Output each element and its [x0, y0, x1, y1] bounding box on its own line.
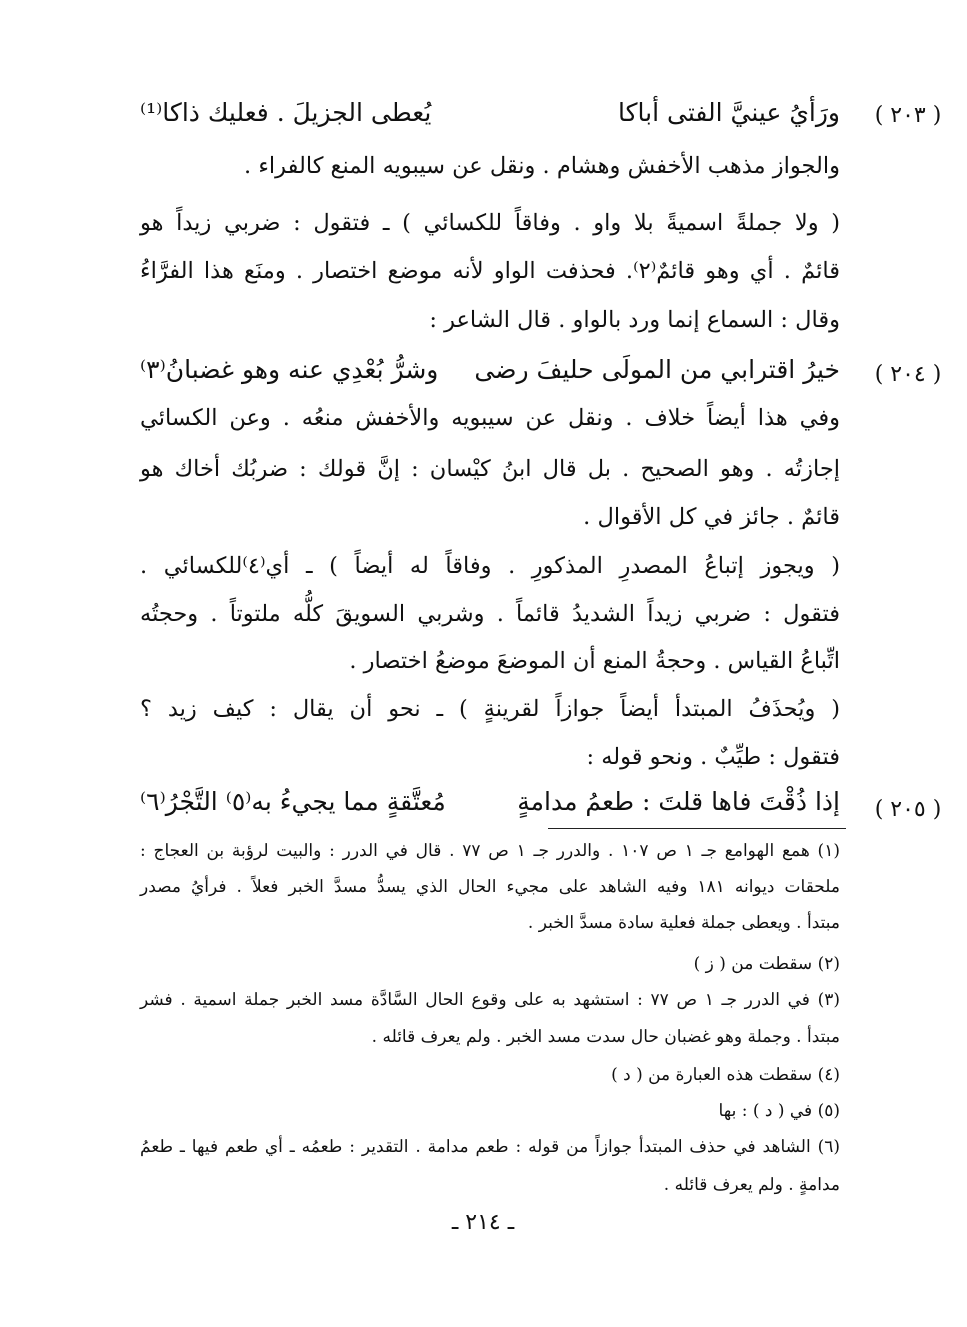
- text-line: والجواز مذهب الأخفش وهشام . ونقل عن سيبويه المنع كالفراء .: [244, 153, 840, 179]
- verse-line: [140, 355, 840, 403]
- footnote-line: مدامةٍ . ولم يعرف قائله .: [663, 1175, 840, 1195]
- text-line: فتقول : طيِّبٌ . ونحو قوله :: [586, 744, 840, 770]
- text-line: قائمٌ . جائز في كل الأقوال .: [583, 504, 840, 530]
- text-line: قائمٌ . أي وهو قائمٌ⁽٢⁾. فحذفت الواو لأنه موضع اختصار . ومنَع هذا الفرَّاءُ: [140, 258, 840, 284]
- verse-hemistich-second: مُعتَّقةٍ مما يجيءُ به⁽٥⁾ التَّجْرُ⁽٦⁾: [140, 787, 446, 816]
- footnote-line: (٥) في ( د ) : بها: [718, 1101, 840, 1121]
- text-line: إجازتُه . وهو الصحيح . بل قال ابنُ كيْسان : إنَّ قولك : ضربُك أخاك هو: [140, 456, 840, 482]
- footnote-divider: [548, 828, 846, 829]
- footnote-line: مبتدأ . ويعطى جملة فعلية سادة مسدَّ الخبر .: [527, 913, 840, 933]
- text-line: وقال : السماع إنما ورد بالواو . قال الشاعر :: [429, 307, 840, 333]
- footnote-line: (٣) في الدرر جـ ١ ص ٧٧ : استشهد به على وقوع الحال السَّادَّة مسد الخبر جملة اسمية . فشر: [140, 990, 840, 1010]
- page-number: ـ ٢١٤ ـ: [451, 1210, 515, 1235]
- footnote-line: ملحقات ديوانه ١٨١ وفيه الشاهد على مجيء الحال الذي يسدُّ مسدَّ الخبر فعلاً . فرأيُ مصدر: [140, 877, 841, 897]
- text-line: اتِّباعُ القياس . وحجةُ المنع أن الموضعَ موضعُ اختصار .: [349, 648, 840, 674]
- footnote-line: (١) همع الهوامع جـ ١ ص ١٠٧ . والدرر جـ ١ ص ٧٧ . قال في الدرر : والبيت لرؤبة بن العجاج :: [140, 841, 840, 861]
- verse-number: ( ٢٠٣ ): [874, 103, 942, 128]
- text-line: ( ولا جملةً اسميةً بلا واو . وفاقاً للكسائي ) ـ فتقول : ضربي زيداً هو: [140, 210, 840, 236]
- verse-number: ( ٢٠٥ ): [874, 797, 942, 822]
- verse-number: ( ٢٠٤ ): [874, 362, 942, 387]
- verse-hemistich-second: يُعطى الجزيلَ . فعليك ذاكا⁽¹⁾: [140, 98, 432, 127]
- verse-hemistich-first: ورَأيُ عينيَّ الفتى أباكا: [618, 98, 840, 127]
- verse-hemistich-first: خيرُ اقترابي من المولَى حليفَ رضى: [474, 355, 840, 384]
- text-line: وفي هذا أيضاً خلاف . ونقل عن سيبويه والأخفش منعُه . وعن الكسائي: [140, 405, 840, 431]
- footnote-line: (٤) سقطت هذه العبارة من ( د ): [611, 1065, 840, 1085]
- verse-line: [140, 98, 840, 146]
- footnote-line: مبتدأ . وجملة وهو غضبان حال سدت مسد الخبر . ولم يعرف قائله .: [371, 1027, 840, 1047]
- footnote-line: (٢) سقطت من ( ز ): [693, 954, 840, 974]
- footnote-line: (٦) الشاهد في حذف المبتدأ جوازاً من قوله : طعم مدامة . التقدير : طعمُه ـ أي طعم فيها ـ طعمُ: [140, 1137, 840, 1157]
- verse-hemistich-first: إذا ذُقْتَ فاها قلتَ : طعمُ مدامةٍ: [517, 787, 840, 816]
- text-line: فتقول : ضربي زيداً الشديدُ قائماً . وشربي السويقَ كلُّه ملتوتاً . وحجتُه: [140, 601, 840, 627]
- text-line: ( ويجوز إتباعُ المصدرِ المذكورِ . وفاقاً له أيضاً ) ـ أي⁽٤⁾للكسائي .: [140, 553, 840, 579]
- verse-hemistich-second: وشرُّ بُعْدِي عنه وهو غضبانُ⁽٣⁾: [140, 355, 439, 384]
- text-line: ( ويُحذَفُ المبتدأ أيضاً جوازاً لقرينةٍ ) ـ نحو أن يقال : كيف زيد ؟: [140, 696, 840, 722]
